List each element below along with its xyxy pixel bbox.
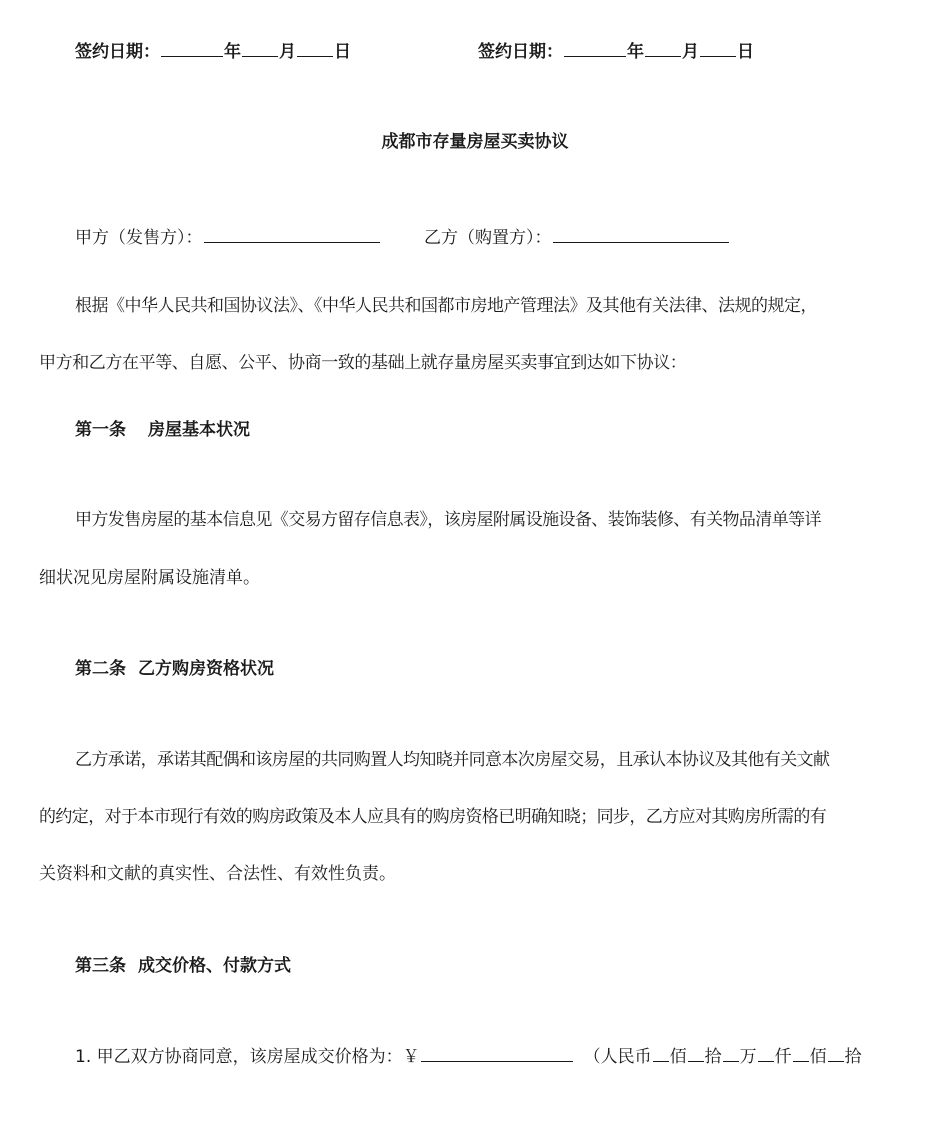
article-2-line-3: 关资料和文献的真实性、合法性、有效性负责。	[39, 864, 396, 884]
day-blank	[297, 39, 333, 57]
article-3-title: 成交价格、付款方式	[138, 956, 291, 976]
year-blank	[161, 39, 223, 57]
article-1-line-2: 细状况见房屋附属设施清单。	[39, 568, 260, 588]
article-3-heading	[75, 954, 291, 978]
article-2-heading	[75, 657, 274, 681]
party-b-blank	[553, 225, 729, 243]
unit-label: 仟	[774, 1047, 792, 1067]
year-label: 年	[224, 42, 241, 62]
amount-blank	[723, 1044, 739, 1062]
party-a-label: 甲方（发售方）：	[75, 228, 203, 248]
unit-label: 拾	[704, 1047, 722, 1067]
article-2-line-1: 乙方承诺，承诺其配偶和该房屋的共同购置人均知晓并同意本次房屋交易，且承认本协议及其他有关文献	[75, 750, 830, 770]
month-blank	[645, 39, 681, 57]
article-3-item-1	[75, 1044, 862, 1069]
article-2-number: 第二条	[75, 659, 126, 679]
signing-date-label: 签约日期：	[75, 42, 160, 62]
month-label: 月	[279, 42, 296, 62]
amount-blank	[793, 1044, 809, 1062]
month-blank	[242, 39, 278, 57]
price-label: 1. 甲乙双方协商同意，该房屋成交价格为：￥	[75, 1047, 420, 1067]
signing-date-label: 签约日期：	[478, 42, 563, 62]
day-label: 日	[334, 42, 351, 62]
year-label: 年	[627, 42, 644, 62]
unit-label: 万	[739, 1047, 757, 1067]
signing-date-left	[75, 39, 351, 64]
rmb-label: （人民币	[583, 1047, 652, 1067]
amount-blank	[653, 1044, 669, 1062]
document-title: 成都市存量房屋买卖协议	[381, 132, 569, 152]
article-2-line-2: 的约定，对于本市现行有效的购房政策及本人应具有的购房资格已明确知晓；同步，乙方应对其购房所需的有	[39, 807, 827, 827]
article-1-heading	[75, 418, 250, 442]
party-b-label: 乙方（购置方）：	[424, 228, 552, 248]
price-blank	[421, 1044, 573, 1062]
party-b-row	[424, 225, 730, 250]
amount-blank	[758, 1044, 774, 1062]
unit-label: 佰	[809, 1047, 827, 1067]
article-2-title: 乙方购房资格状况	[138, 659, 274, 679]
amount-blank	[828, 1044, 844, 1062]
article-1-number: 第一条	[75, 420, 126, 440]
party-a-row	[75, 225, 381, 250]
article-1-title: 房屋基本状况	[148, 420, 250, 440]
intro-line-2: 甲方和乙方在平等、自愿、公平、协商一致的基础上就存量房屋买卖事宜到达如下协议：	[39, 353, 687, 373]
party-a-blank	[204, 225, 380, 243]
intro-line-1: 根据《中华人民共和国协议法》、《中华人民共和国都市房地产管理法》及其他有关法律、法规的规定，	[75, 296, 817, 316]
article-3-number: 第三条	[75, 956, 126, 976]
signing-date-right	[478, 39, 754, 64]
unit-label: 佰	[669, 1047, 687, 1067]
year-blank	[564, 39, 626, 57]
day-blank	[700, 39, 736, 57]
unit-label: 拾	[844, 1047, 862, 1067]
amount-blank	[688, 1044, 704, 1062]
article-1-line-1: 甲方发售房屋的基本信息见《交易方留存信息表》，该房屋附属设施设备、装饰装修、有关物品清单等详	[75, 510, 821, 530]
month-label: 月	[682, 42, 699, 62]
day-label: 日	[737, 42, 754, 62]
